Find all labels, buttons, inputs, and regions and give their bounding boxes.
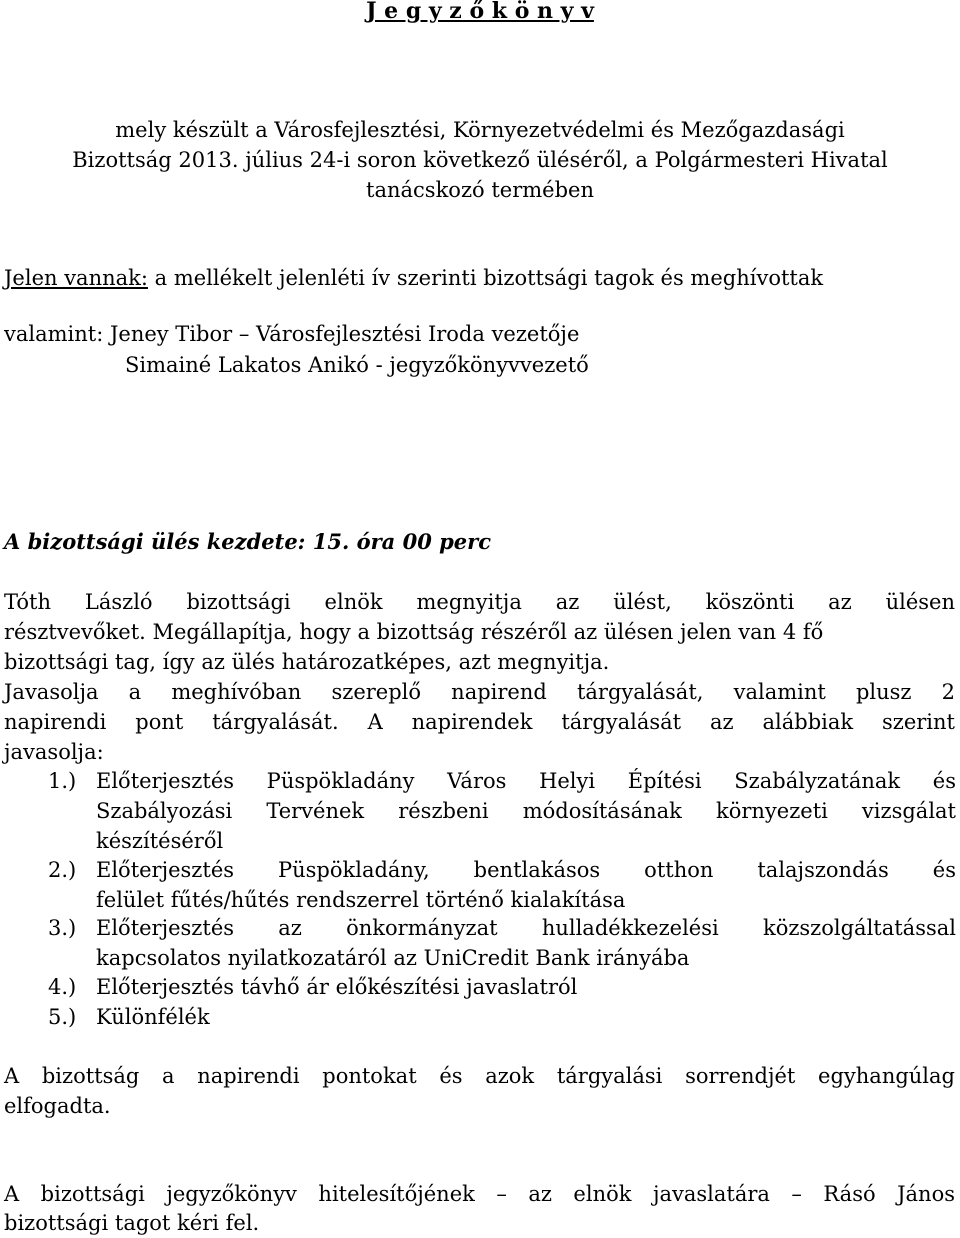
attendance-label: Jelen vannak: — [4, 266, 148, 290]
agenda-3-number: 3.) — [48, 916, 77, 940]
agenda-1-line-1: Előterjesztés Püspökladány Város Helyi Építési Szabályzatának és — [96, 769, 956, 793]
agenda-5-number: 5.) — [48, 1005, 77, 1029]
body-line-4: Javasolja a meghívóban szereplő napirend tárgyalását, valamint plusz 2 — [4, 680, 955, 704]
document-title: J e g y z ő k ö n y v — [366, 0, 594, 24]
accepted-line-2: elfogadta. — [4, 1094, 111, 1118]
body-line-3: bizottsági tag, így az ülés határozatképes, azt megnyitja. — [4, 650, 610, 674]
body-line-5: napirendi pont tárgyalását. A napirendek tárgyalását az alábbiak szerint — [4, 710, 955, 734]
accepted-line-1: A bizottság a napirendi pontokat és azok tárgyalási sorrendjét egyhangúlag — [4, 1064, 955, 1088]
agenda-3-line-1: Előterjesztés az önkormányzat hulladékkezelési közszolgáltatással — [96, 916, 956, 940]
agenda-4-number: 4.) — [48, 975, 77, 999]
authenticator-line-2: bizottsági tagot kéri fel. — [4, 1211, 260, 1235]
authenticator-line-1: A bizottsági jegyzőkönyv hitelesítőjének – az elnök javaslatára – Rásó János — [4, 1182, 955, 1206]
intro-line-1: mely készült a Városfejlesztési, Környezetvédelmi és Mezőgazdasági — [115, 118, 845, 142]
attendance-text: a mellékelt jelenléti ív szerinti bizottsági tagok és meghívottak — [147, 266, 824, 290]
agenda-2-number: 2.) — [48, 858, 77, 882]
agenda-1-line-3: készítéséről — [96, 829, 224, 853]
also-present-1: Jeney Tibor – Városfejlesztési Iroda vezetője — [103, 322, 580, 346]
agenda-4-line-1: Előterjesztés távhő ár előkészítési javaslatról — [96, 975, 578, 999]
intro-line-2: Bizottság 2013. július 24-i soron következő üléséről, a Polgármesteri Hivatal — [72, 148, 888, 172]
agenda-1-number: 1.) — [48, 769, 77, 793]
agenda-5-line-1: Különfélék — [96, 1005, 210, 1029]
body-line-2: résztvevőket. Megállapítja, hogy a bizottság részéről az ülésen jelen van 4 fő — [4, 620, 824, 644]
also-present-line — [4, 319, 579, 349]
body-line-1: Tóth László bizottsági elnök megnyitja az ülést, köszönti az ülésen — [4, 590, 955, 614]
body-line-6: javasolja: — [4, 740, 104, 764]
meeting-start: A bizottsági ülés kezdete: 15. óra 00 perc — [4, 529, 492, 554]
also-present-label: valamint: — [4, 322, 104, 346]
agenda-2-line-2: felület fűtés/hűtés rendszerrel történő kialakítása — [96, 888, 626, 912]
agenda-3-line-2: kapcsolatos nyilatkozatáról az UniCredit Bank irányába — [96, 946, 690, 970]
attendance-line — [4, 263, 823, 293]
agenda-2-line-1: Előterjesztés Püspökladány, bentlakásos otthon talajszondás és — [96, 858, 956, 882]
also-present-2: Simainé Lakatos Anikó - jegyzőkönyvvezető — [125, 353, 589, 377]
agenda-1-line-2: Szabályozási Tervének részbeni módosításának környezeti vizsgálat — [96, 799, 956, 823]
intro-line-3: tanácskozó termében — [366, 178, 594, 202]
